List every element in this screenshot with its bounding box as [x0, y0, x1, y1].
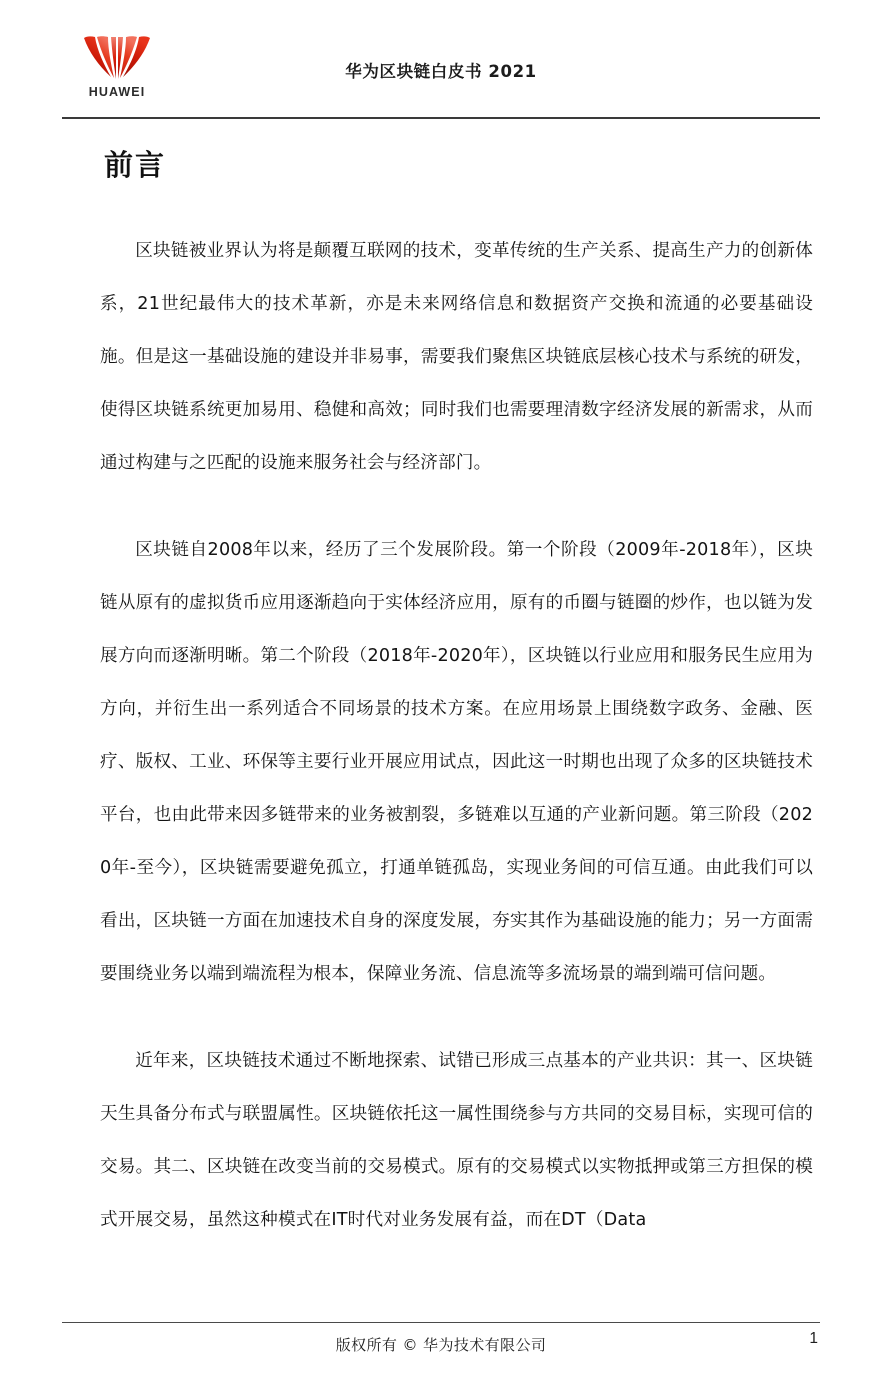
- document-title: 华为区块链白皮书 2021: [345, 62, 537, 81]
- header-divider: [62, 117, 820, 119]
- body-paragraph: 区块链被业界认为将是颠覆互联网的技术，变革传统的生产关系、提高生产力的创新体系，21世纪最伟大的技术革新，亦是未来网络信息和数据资产交换和流通的必要基础设施。但是这一基础设施的建设并非易事，需要我们聚焦区块链底层核心技术与系统的研发，使得区块链系统更加易用、稳健和高效；同时我们也需要理清数字经济发展的新需求，从而通过构建与之匹配的设施来服务社会与经济部门。: [100, 240, 813, 473]
- footer-divider: [62, 1322, 820, 1323]
- body-paragraph: 区块链自2008年以来，经历了三个发展阶段。第一个阶段（2009年-2018年），区块链从原有的虚拟货币应用逐渐趋向于实体经济应用，原有的币圈与链圈的炒作，也以链为发展方向而逐渐明晰。第二个阶段（2018年-2020年），区块链以行业应用和服务民生应用为方向，并衍生出一系列适合不同场景的技术方案。在应用场景上围绕数字政务、金融、医疗、版权、工业、环保等主要行业开展应用试点，因此这一时期也出现了众多的区块链技术平台，也由此带来因多链带来的业务被割裂，多链难以互通的产业新问题。第三阶段（2020年-至今），区块链需要避免孤立，打通单链孤岛，实现业务间的可信互通。由此我们可以看出，区块链一方面在加速技术自身的深度发展，夯实其作为基础设施的能力；另一方面需要围绕业务以端到端流程为根本，保障业务流、信息流等多流场景的端到端可信问题。: [100, 539, 813, 984]
- page-content: [100, 148, 813, 1247]
- section-heading: 前言: [104, 148, 167, 182]
- copyright-notice: 版权所有 © 华为技术有限公司: [335, 1336, 547, 1354]
- page-footer: [62, 1330, 820, 1364]
- page-number: 1: [809, 1330, 818, 1347]
- huawei-wordmark: HUAWEI: [88, 85, 146, 99]
- page-header: [62, 34, 820, 112]
- body-paragraph: 近年来，区块链技术通过不断地探索、试错已形成三点基本的产业共识：其一、区块链天生具备分布式与联盟属性。区块链依托这一属性围绕参与方共同的交易目标，实现可信的交易。其二、区块链在改变当前的交易模式。原有的交易模式以实物抵押或第三方担保的模式开展交易，虽然这种模式在IT时代对业务发展有益，而在DT（Data: [100, 1050, 813, 1230]
